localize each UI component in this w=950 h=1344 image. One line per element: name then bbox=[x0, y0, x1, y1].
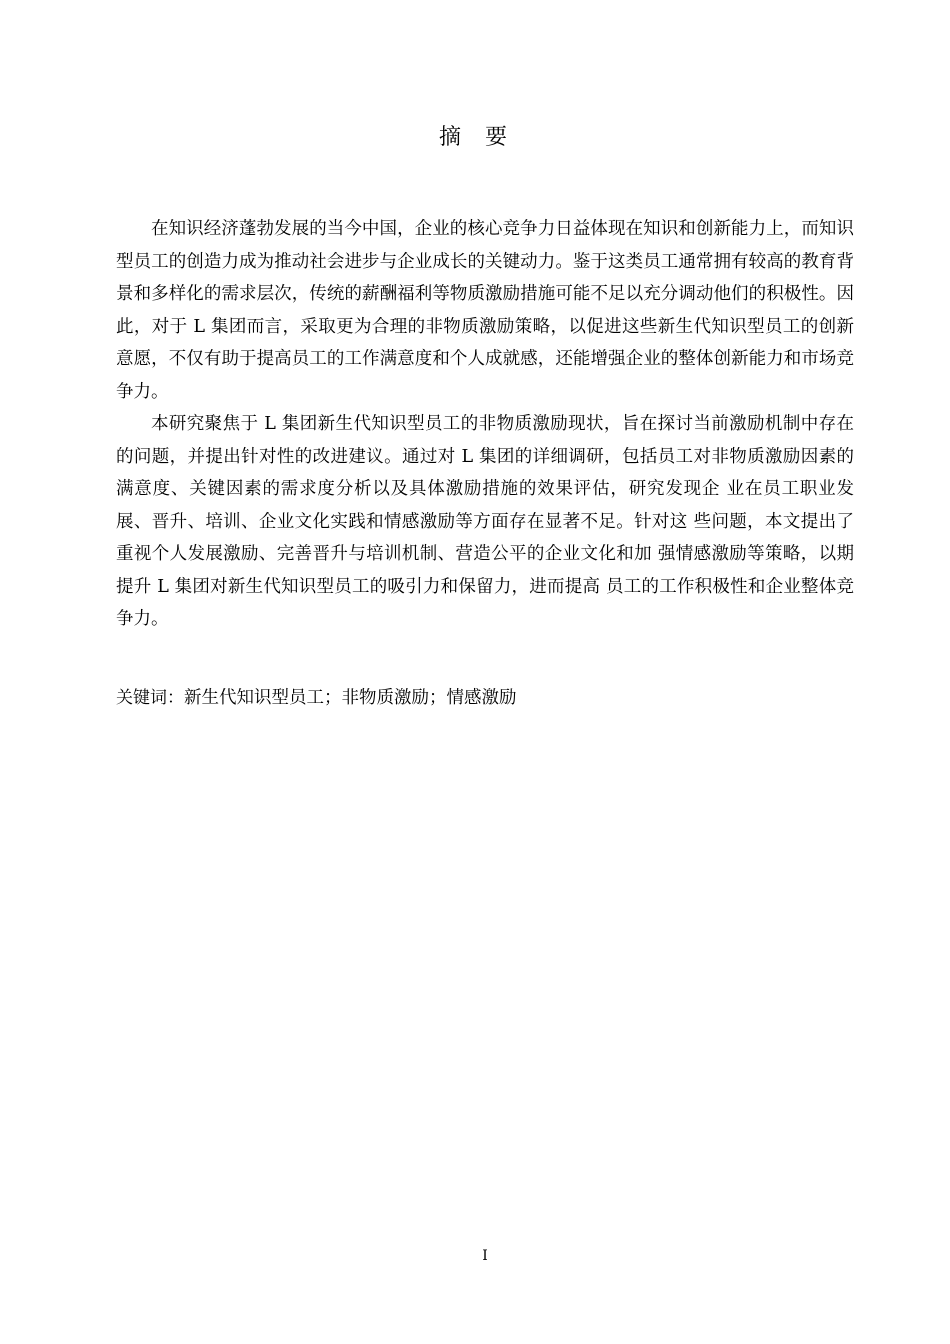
keywords-label: 关键词： bbox=[116, 688, 184, 708]
page-number: I bbox=[482, 1248, 488, 1264]
abstract-title: 摘要 bbox=[438, 125, 531, 150]
keywords-line bbox=[116, 682, 854, 714]
keywords-text: 新生代知识型员工；非物质激励；情感激励 bbox=[184, 688, 517, 708]
abstract-paragraph-1: 在知识经济蓬勃发展的当今中国，企业的核心竞争力日益体现在知识和创新能力上，而知识型员工的创造力成为推动社会进步与企业成长的关键动力。鉴于这类员工通常拥有较高的教育背景和多样化的需求层次，传统的薪酬福利等物质激励措施可能不足以充分调动他们的积极性。因此，对于 L 集团而言，采取更为合理的非物质激励策略，以促进这些新生代知识型员工的创新意愿，不仅有助于提高员工的工作满意度和个人成就感，还能增强企业的整体创新能力和市场竞争力。 bbox=[116, 219, 854, 402]
abstract-body bbox=[116, 213, 854, 636]
abstract-paragraph-2: 本研究聚焦于 L 集团新生代知识型员工的非物质激励现状，旨在探讨当前激励机制中存在的问题，并提出针对性的改进建议。通过对 L 集团的详细调研，包括员工对非物质激励因素的满意度、关键因素的需求度分析以及具体激励措施的效果评估，研究发现企 业在员工职业发展、晋升、培训、企业文化实践和情感激励等方面存在显著不足。针对这 些问题，本文提出了重视个人发展激励、完善晋升与培训机制、营造公平的企业文化和加 强情感激励等策略，以期提升 L 集团对新生代知识型员工的吸引力和保留力，进而提高 员工的工作积极性和企业整体竞争力。 bbox=[116, 414, 854, 629]
